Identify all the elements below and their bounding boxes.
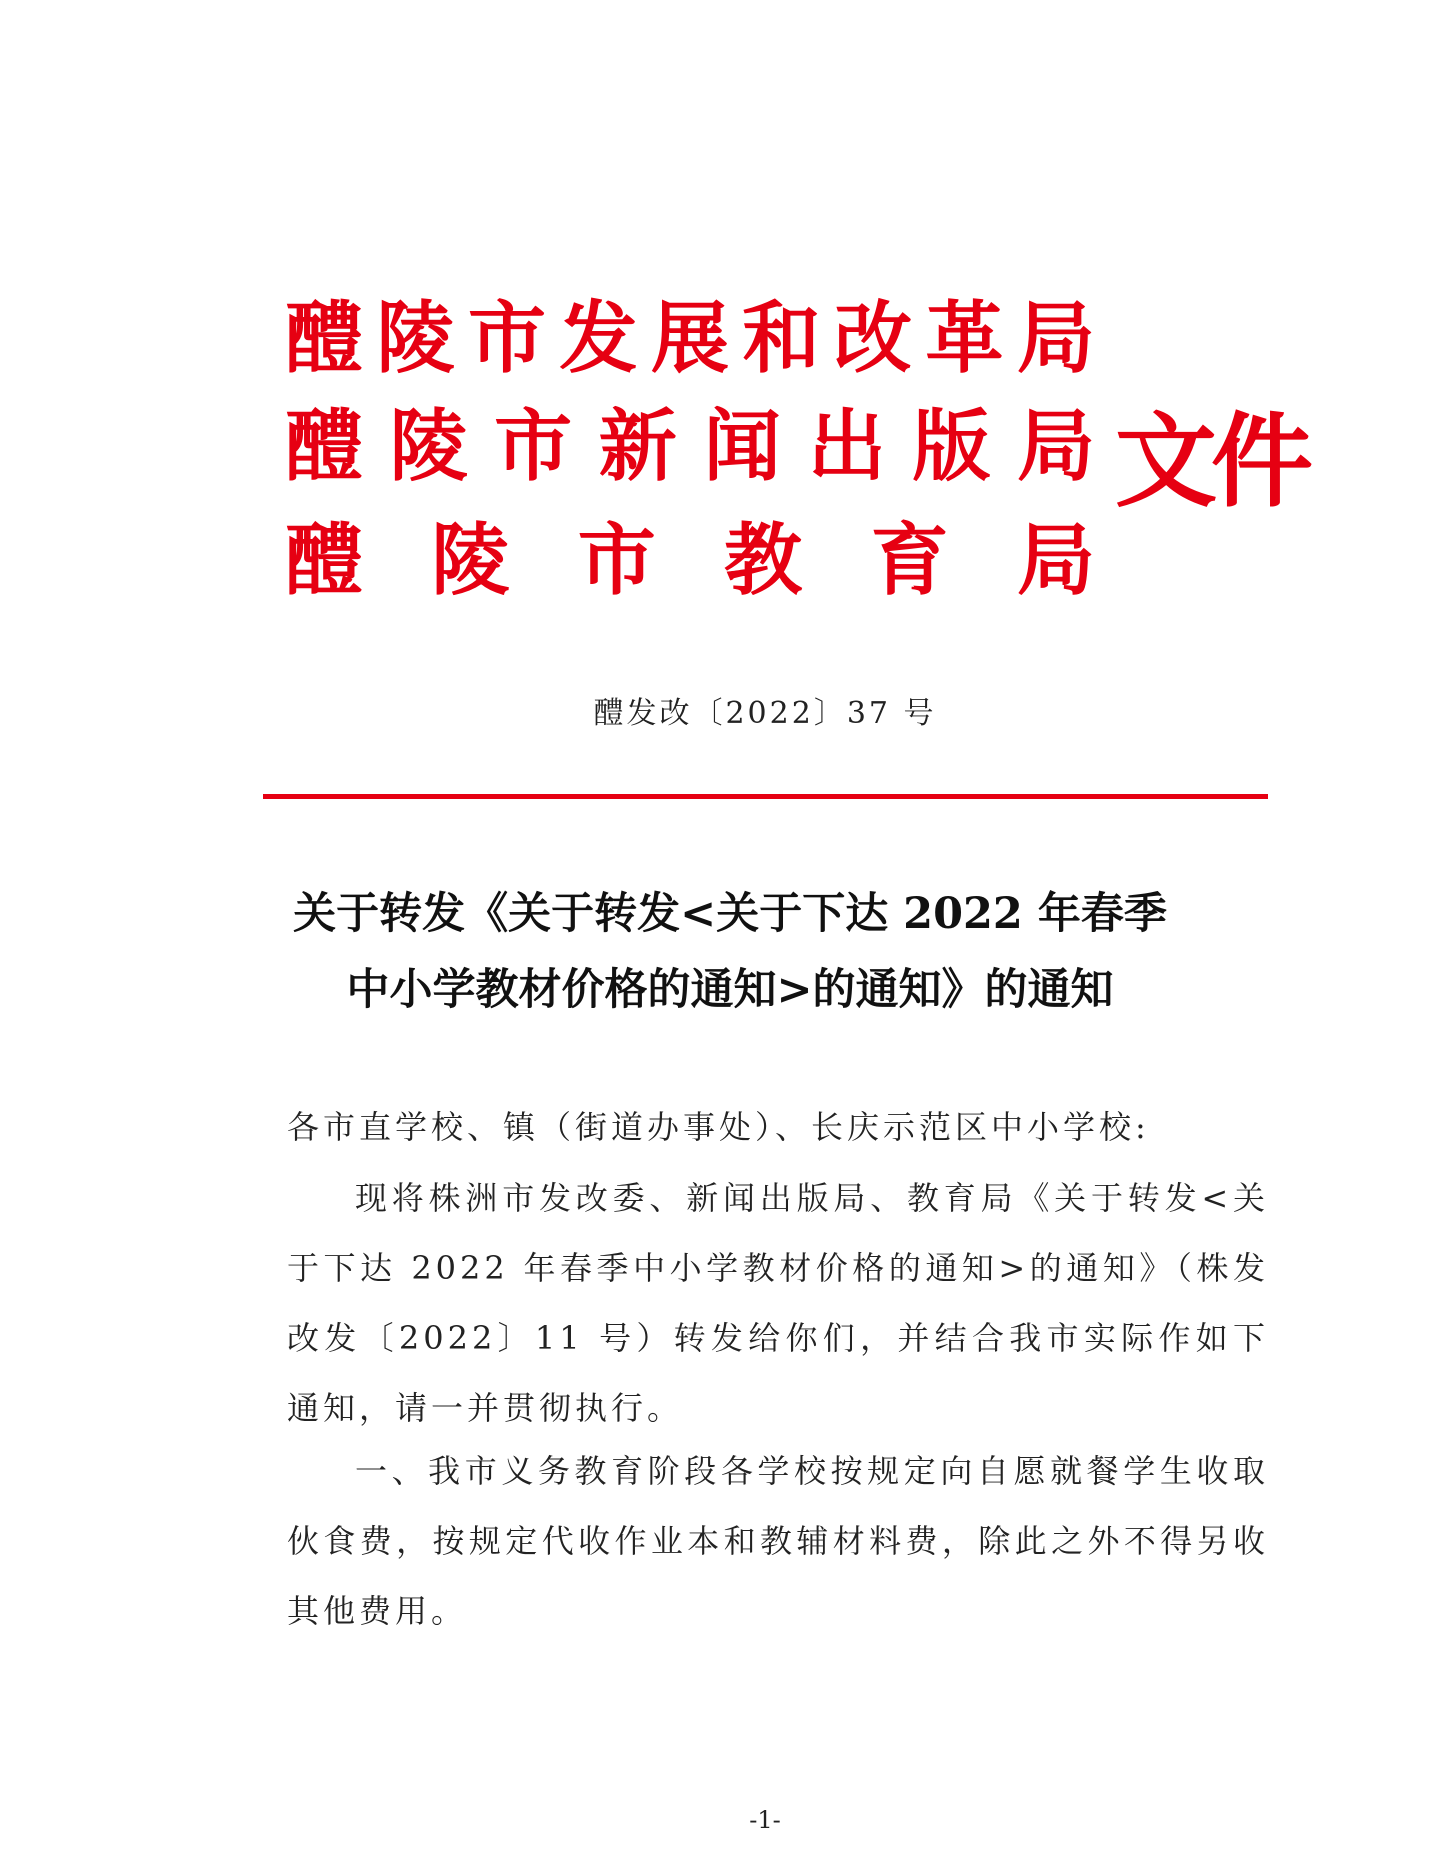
agency-char: 局 bbox=[1016, 515, 1095, 606]
agency-char: 教 bbox=[724, 515, 803, 606]
agency-char: 局 bbox=[1016, 401, 1095, 492]
red-divider bbox=[263, 794, 1268, 799]
document-title-line-1: 关于转发《关于转发<关于下达 2022 年春季 bbox=[293, 889, 1167, 939]
paragraph-text: 一、我市义务教育阶段各学校按规定向自愿就餐学生收取伙食费，按规定代收作业本和教辅材料费，除此之外不得另收其他费用。 bbox=[287, 1452, 1269, 1630]
salutation bbox=[287, 1092, 1269, 1162]
agency-char: 闻 bbox=[703, 401, 782, 492]
agency-char: 新 bbox=[598, 401, 677, 492]
salutation-text: 各市直学校、镇（街道办事处）、长庆示范区中小学校: bbox=[287, 1108, 1150, 1146]
body-paragraph-2 bbox=[287, 1436, 1269, 1646]
agency-char: 发 bbox=[559, 293, 638, 384]
body-paragraph-1 bbox=[287, 1163, 1269, 1443]
document-number: 醴发改〔2022〕37 号 bbox=[593, 696, 937, 731]
agency-name-2 bbox=[285, 401, 1095, 492]
agency-char: 改 bbox=[833, 293, 912, 384]
page-number: -1- bbox=[749, 1806, 781, 1834]
agency-char: 革 bbox=[925, 293, 1004, 384]
agency-char: 市 bbox=[577, 515, 656, 606]
paragraph-text: 现将株洲市发改委、新闻出版局、教育局《关于转发<关于下达 2022 年春季中小学教材价格的通知>的通知》（株发改发〔2022〕11 号）转发给你们，并结合我市实际作如下通知，请一并贯彻执行。 bbox=[287, 1179, 1269, 1427]
agency-char: 醴 bbox=[285, 401, 364, 492]
agency-char: 育 bbox=[870, 515, 949, 606]
agency-char: 市 bbox=[467, 293, 546, 384]
agency-char: 展 bbox=[650, 293, 729, 384]
agency-char: 醴 bbox=[285, 515, 364, 606]
agency-char: 醴 bbox=[285, 293, 364, 384]
agency-char: 陵 bbox=[389, 401, 468, 492]
agency-char: 市 bbox=[494, 401, 573, 492]
agency-char: 陵 bbox=[376, 293, 455, 384]
document-title-line-2: 中小学教材价格的通知>的通知》的通知 bbox=[346, 965, 1114, 1015]
file-label: 文件 bbox=[1115, 402, 1307, 522]
agency-name-3 bbox=[285, 515, 1095, 606]
agency-char: 出 bbox=[807, 401, 886, 492]
agency-name-1 bbox=[285, 293, 1095, 384]
agency-char: 和 bbox=[742, 293, 821, 384]
agency-char: 陵 bbox=[431, 515, 510, 606]
agency-char: 局 bbox=[1016, 293, 1095, 384]
agency-char: 版 bbox=[912, 401, 991, 492]
